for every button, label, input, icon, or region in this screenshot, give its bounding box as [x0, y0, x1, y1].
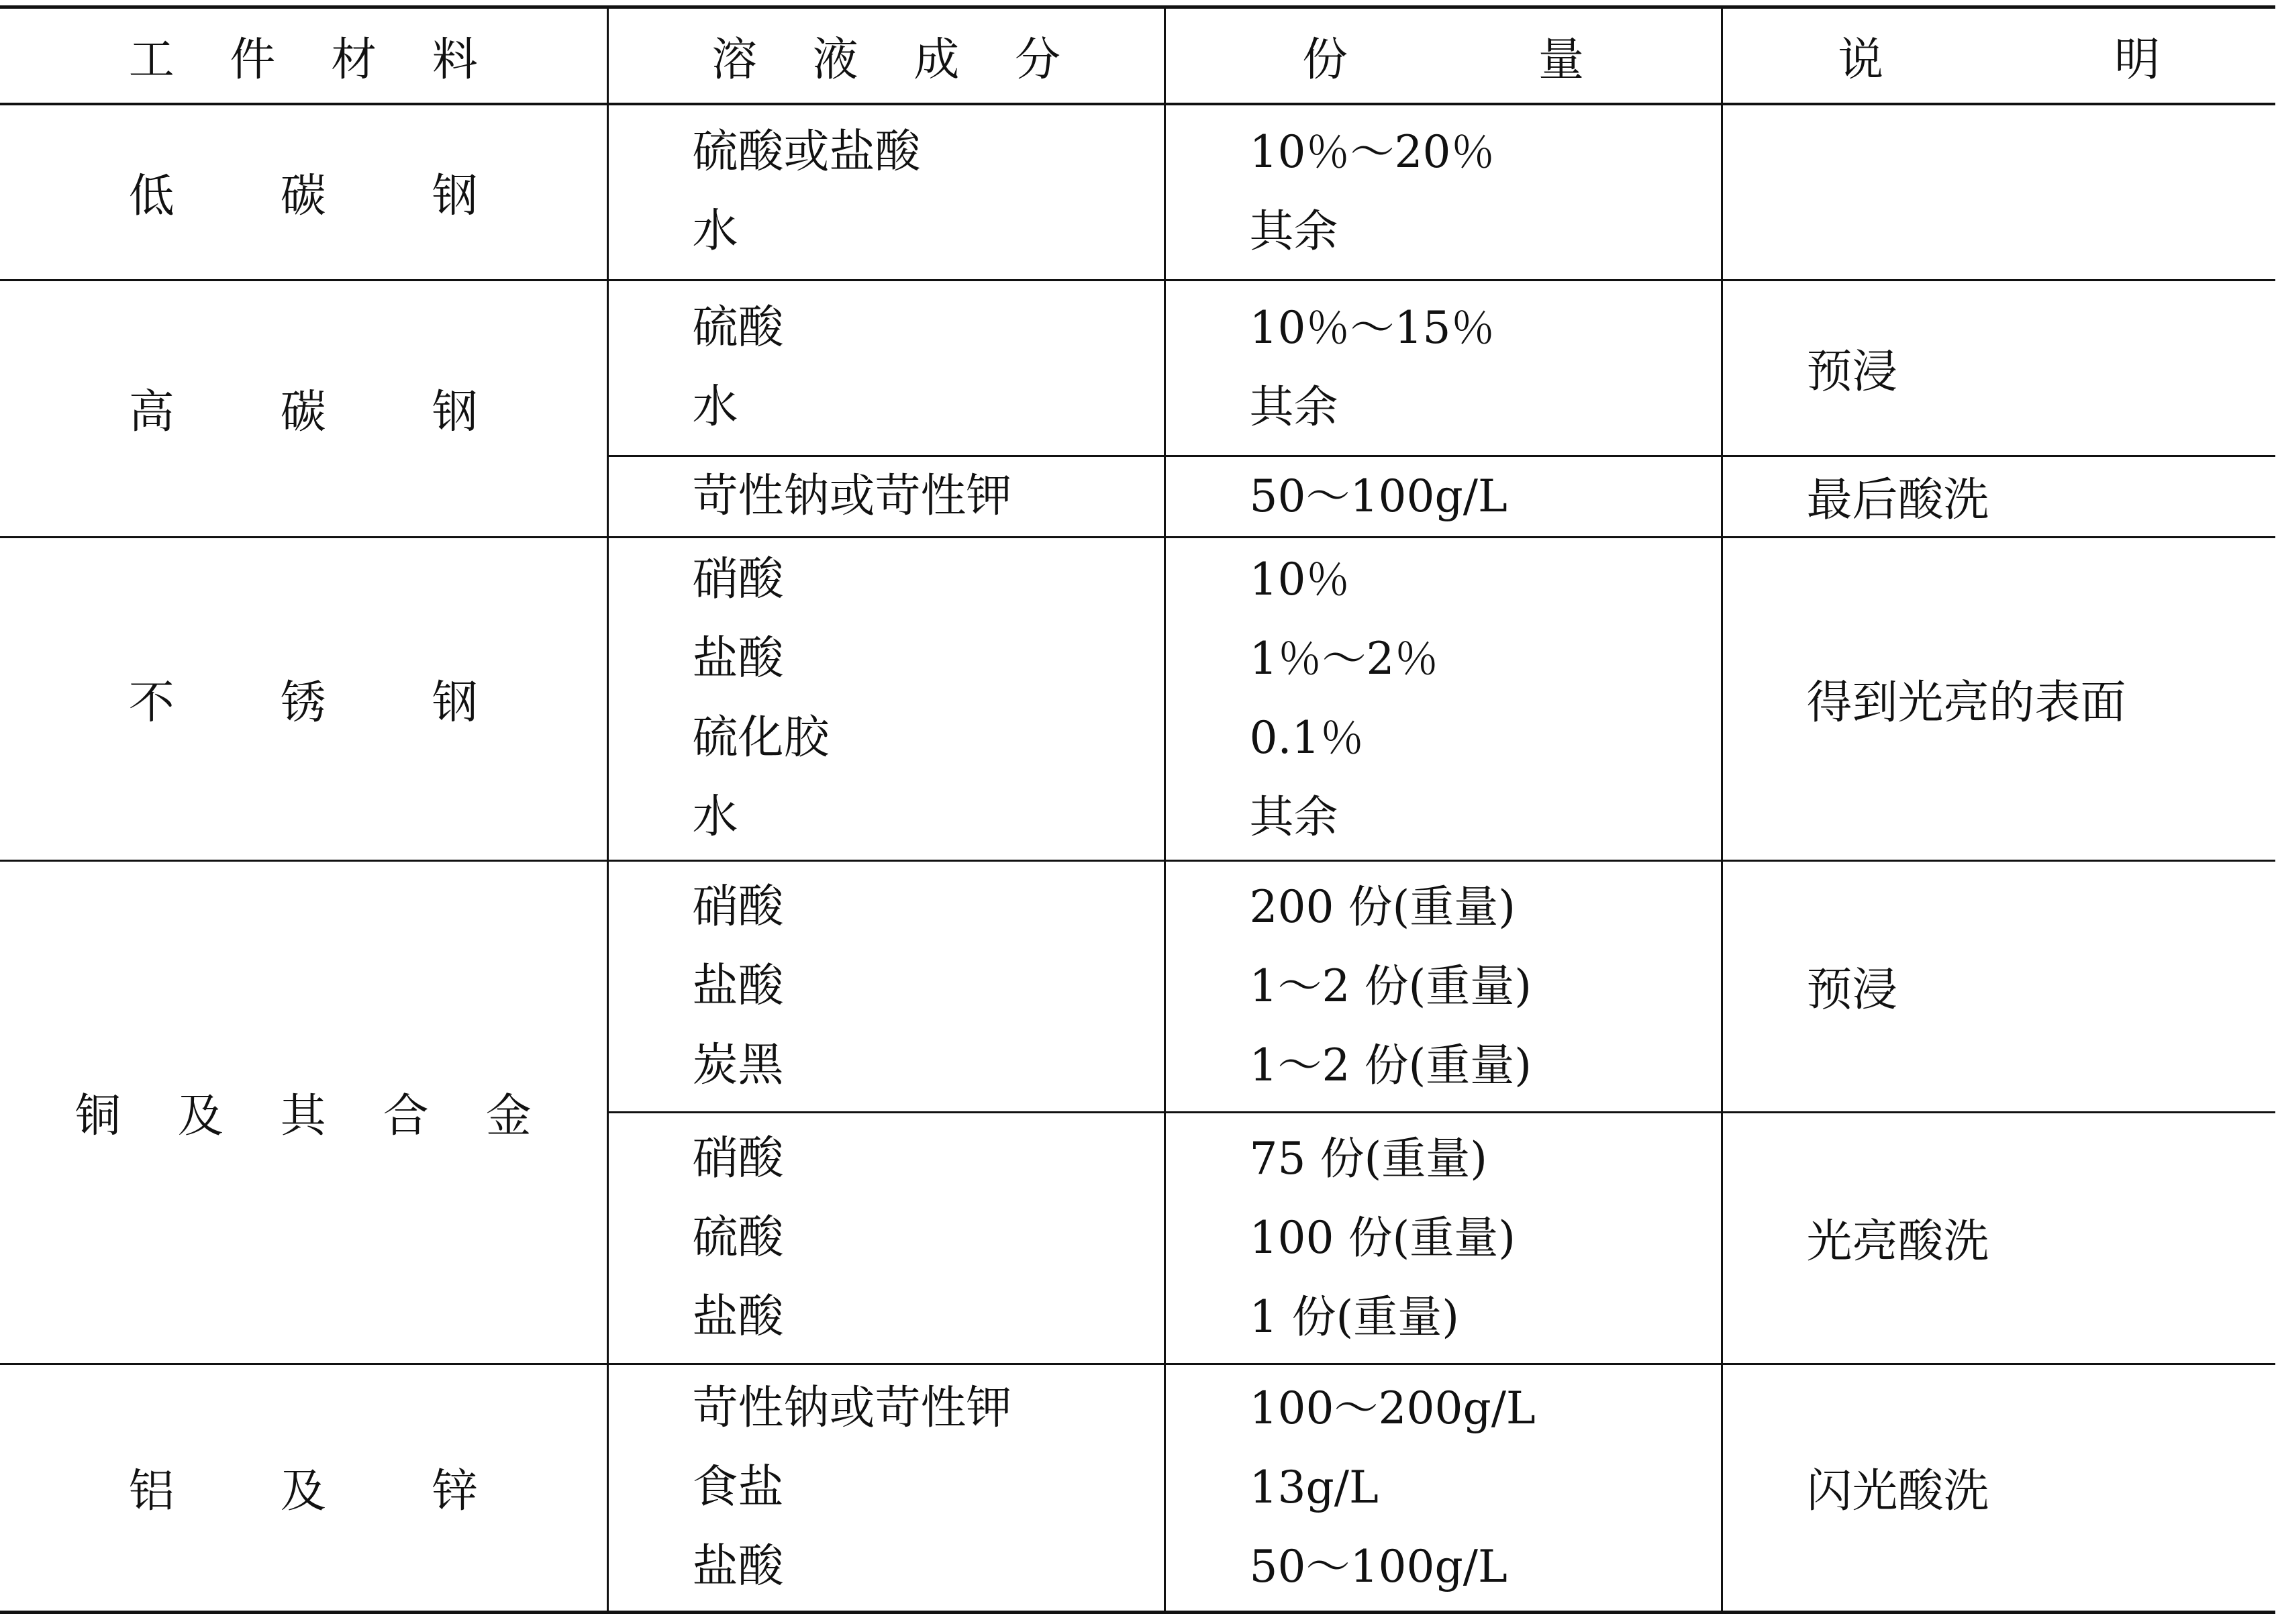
header-amount: 份 量	[1165, 7, 1722, 105]
composition-cell: 硫酸或盐酸 水	[607, 104, 1165, 280]
header-row	[0, 7, 2275, 105]
table-row	[0, 104, 2275, 280]
note-cell: 预浸	[1722, 280, 2275, 456]
amount-cell: 200 份(重量) 1～2 份(重量) 1～2 份(重量)	[1165, 860, 1722, 1112]
table-row	[0, 860, 2275, 1112]
header-material: 工 件 材 料	[0, 7, 607, 105]
note-cell: 得到光亮的表面	[1722, 537, 2275, 860]
table-row	[0, 1364, 2275, 1612]
amount-cell: 10％～20％ 其余	[1165, 104, 1722, 280]
note-cell: 光亮酸洗	[1722, 1112, 2275, 1364]
composition-cell: 苛性钠或苛性钾	[607, 456, 1165, 537]
note-cell: 最后酸洗	[1722, 456, 2275, 537]
composition-cell: 硝酸 硫酸 盐酸	[607, 1112, 1165, 1364]
amount-cell: 100～200g/L 13g/L 50～100g/L	[1165, 1364, 1722, 1612]
note-cell: 预浸	[1722, 860, 2275, 1112]
composition-cell: 苛性钠或苛性钾 食盐 盐酸	[607, 1364, 1165, 1612]
amount-cell: 10％～15％ 其余	[1165, 280, 1722, 456]
header-composition: 溶 液 成 分	[607, 7, 1165, 105]
material-cell: 低 碳 钢	[0, 104, 607, 280]
material-cell: 高 碳 钢	[0, 280, 607, 537]
note-cell: 闪光酸洗	[1722, 1364, 2275, 1612]
pickling-solution-table	[0, 5, 2275, 1614]
table-row	[0, 280, 2275, 456]
amount-cell: 75 份(重量) 100 份(重量) 1 份(重量)	[1165, 1112, 1722, 1364]
table-row	[0, 537, 2275, 860]
material-cell: 铝 及 锌	[0, 1364, 607, 1612]
header-note: 说 明	[1722, 7, 2275, 105]
amount-cell: 10％ 1％～2％ 0.1％ 其余	[1165, 537, 1722, 860]
material-cell: 不 锈 钢	[0, 537, 607, 860]
composition-cell: 硝酸 盐酸 硫化胶 水	[607, 537, 1165, 860]
material-cell: 铜 及 其 合 金	[0, 860, 607, 1364]
composition-cell: 硫酸 水	[607, 280, 1165, 456]
composition-cell: 硝酸 盐酸 炭黑	[607, 860, 1165, 1112]
note-cell	[1722, 104, 2275, 280]
amount-cell: 50～100g/L	[1165, 456, 1722, 537]
